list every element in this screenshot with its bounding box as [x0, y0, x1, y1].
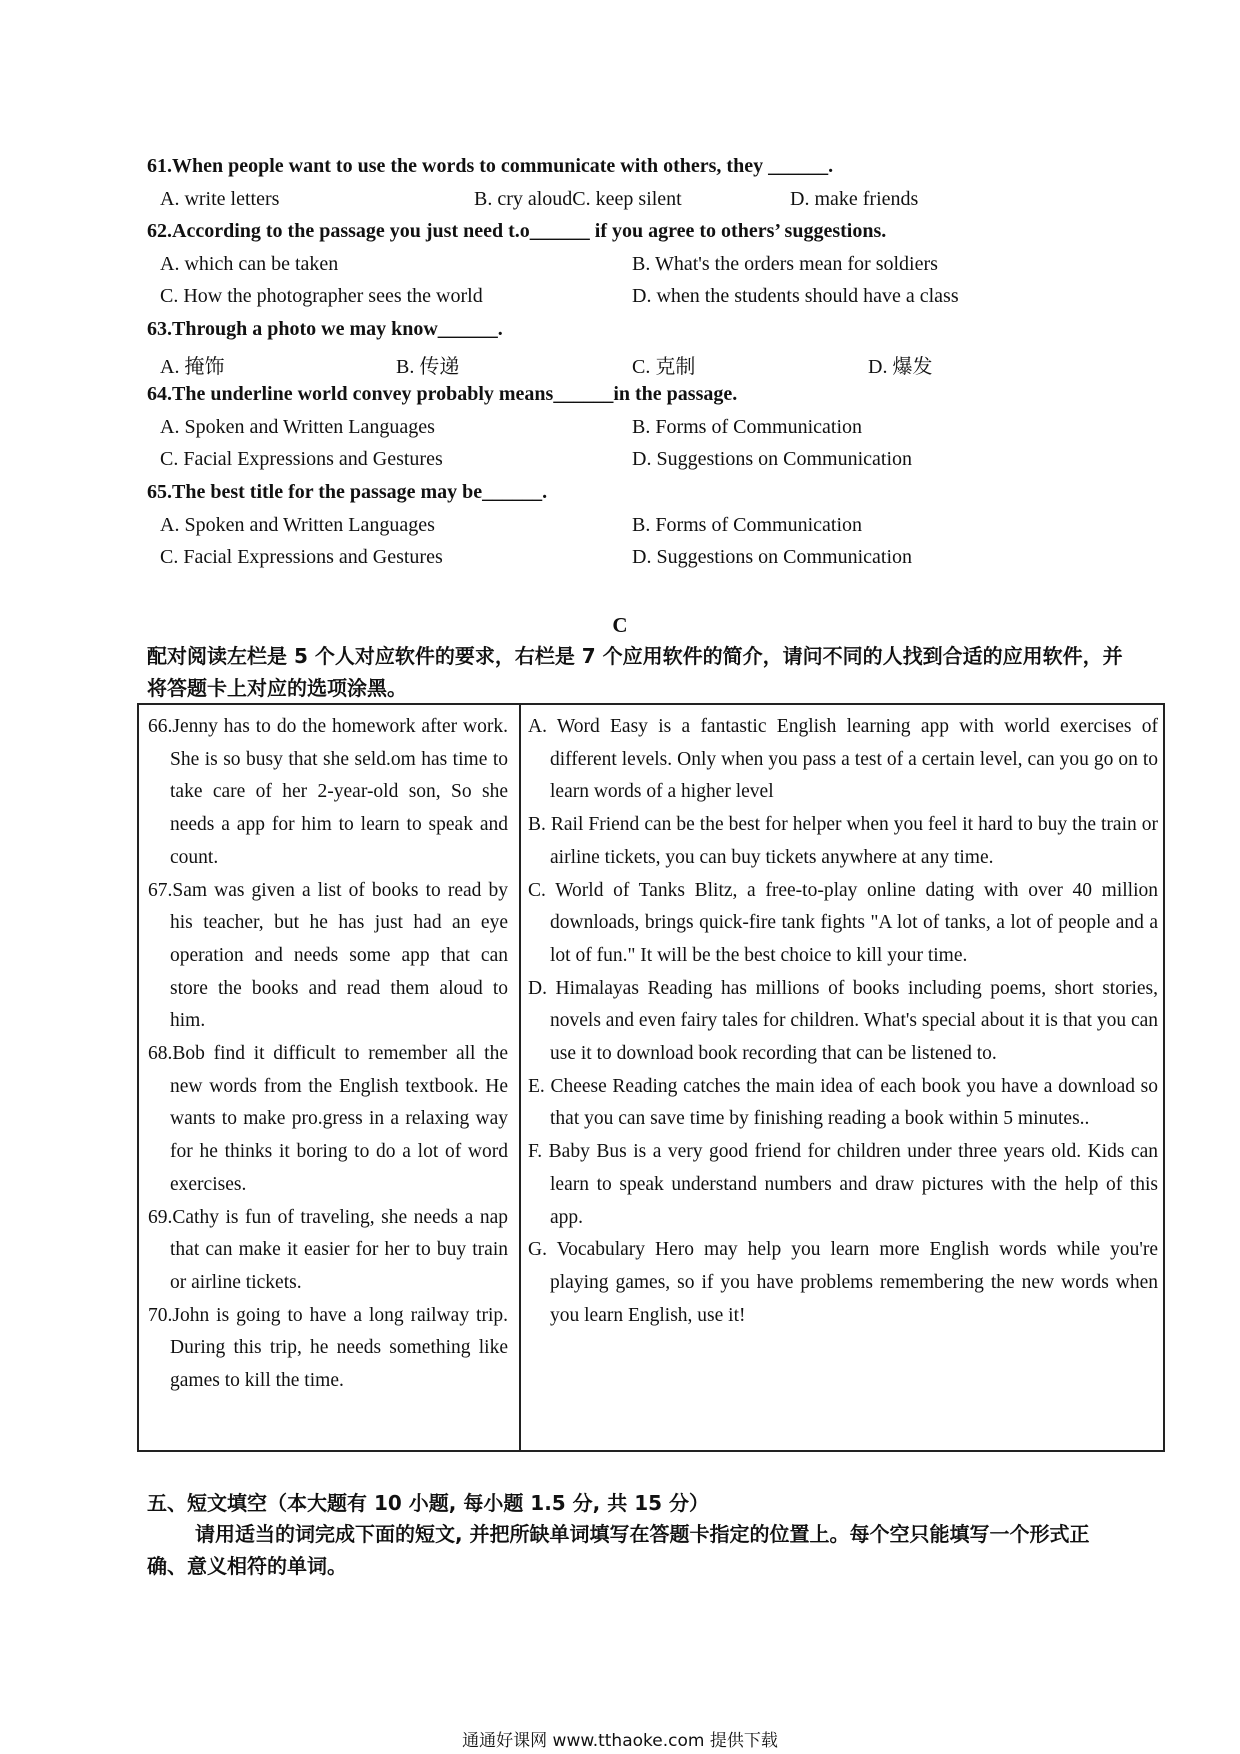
option-d: D. make friends [790, 188, 919, 210]
question-title: 61.When people want to use the words to communicate with others, they ______. [147, 155, 834, 177]
option-a: A. Spoken and Written Languages [160, 514, 435, 536]
question-title: 62.According to the passage you just need t.o______ if you agree to others’ suggestions. [147, 220, 887, 242]
question-title: 63.Through a photo we may know______. [147, 318, 503, 340]
page-footer: 通通好课网 www.tthaoke.com 提供下载 [462, 1731, 778, 1751]
person-68: 68.Bob find it difficult to remember all the new words from the English textbook. He wants to make pro.gress in a relaxing way for he thinks it boring to do a lot of word exercises. [148, 1043, 508, 1195]
question-title: 64.The underline world convey probably means______in the passage. [147, 383, 738, 405]
option-a: A. which can be taken [160, 253, 339, 275]
section-c-heading: C [612, 613, 628, 637]
option-a: A. write letters [160, 188, 280, 210]
option-b: B. 传递 [396, 356, 460, 378]
app-c: C. World of Tanks Blitz, a free-to-play online dating with over 40 million downloads, brings quick-fire tank fights "A lot of tanks, a lot of people and a lot of fun." It will be the best choice to kill your time. [528, 879, 1158, 966]
person-70: 70.John is going to have a long railway trip. During this trip, he needs something like games to kill the time. [148, 1304, 508, 1392]
app-d: D. Himalayas Reading has millions of books including poems, short stories, novels and even fairy tales for children. What's special about it is that you can use it to download book recording that can be listened to. [528, 977, 1159, 1065]
app-f: F. Baby Bus is a very good friend for children under three years old. Kids can learn to speak understand numbers and draw pictures with the help of this app. [528, 1141, 1158, 1228]
option-b: B. cry aloudC. keep silent [474, 188, 682, 210]
option-c: C. Facial Expressions and Gestures [160, 448, 443, 470]
app-a: A. Word Easy is a fantastic English learning app with world exercises of different levels. Only when you pass a test of a certain level, can you go on to learn words of a higher level [528, 716, 1158, 803]
person-66: 66.Jenny has to do the homework after work. She is so busy that she seld.om has time to take care of her 2-year-old son, So she needs a app for him to learn to speak and count. [148, 716, 508, 868]
question-title: 65.The best title for the passage may be______. [147, 481, 548, 503]
section-5-description: 请用适当的词完成下面的短文, 并把所缺单词填写在答题卡指定的位置上。每个空只能填写一个形式正确、意义相符的单词。 [147, 1522, 1090, 1578]
option-b: B. Forms of Communication [632, 514, 862, 536]
app-b: B. Rail Friend can be the best for helper when you feel it hard to buy the train or airline tickets, you can buy tickets anywhere at any time. [528, 814, 1158, 868]
section-c-instruction: 配对阅读左栏是 5 个人对应软件的要求，右栏是 7 个应用软件的简介，请问不同的人找到合适的应用软件，并将答题卡上对应的选项涂黑。 [147, 644, 1123, 700]
option-c: C. Facial Expressions and Gestures [160, 546, 443, 568]
option-b: B. What's the orders mean for soldiers [632, 253, 938, 275]
section-5-heading: 五、短文填空（本大题有 10 小题, 每小题 1.5 分, 共 15 分） [147, 1491, 709, 1515]
option-c: C. 克制 [632, 356, 696, 378]
app-g: G. Vocabulary Hero may help you learn more English words while you're playing games, so if you have problems remembering the new words when you learn English, use it! [528, 1239, 1158, 1326]
person-67: 67.Sam was given a list of books to read by his teacher, but he has just had an eye operation and needs some app that can store the books and read them aloud to him. [148, 879, 508, 1032]
matching-table [137, 703, 1165, 1452]
option-d: D. Suggestions on Communication [632, 546, 912, 568]
option-b: B. Forms of Communication [632, 416, 862, 438]
app-e: E. Cheese Reading catches the main idea of each book you have a download so that you can save time by finishing reading a book within 5 minutes.. [528, 1075, 1158, 1130]
option-d: D. 爆发 [868, 356, 933, 378]
apps-column [528, 711, 1158, 1332]
option-a: A. Spoken and Written Languages [160, 416, 435, 438]
people-column [148, 711, 508, 1398]
option-d: D. when the students should have a class [632, 285, 959, 307]
column-divider [519, 705, 521, 1450]
option-c: C. How the photographer sees the world [160, 285, 483, 307]
option-d: D. Suggestions on Communication [632, 448, 912, 470]
option-a: A. 掩饰 [160, 356, 225, 378]
person-69: 69.Cathy is fun of traveling, she needs a nap that can make it easier for her to buy train or airline tickets. [148, 1206, 508, 1293]
